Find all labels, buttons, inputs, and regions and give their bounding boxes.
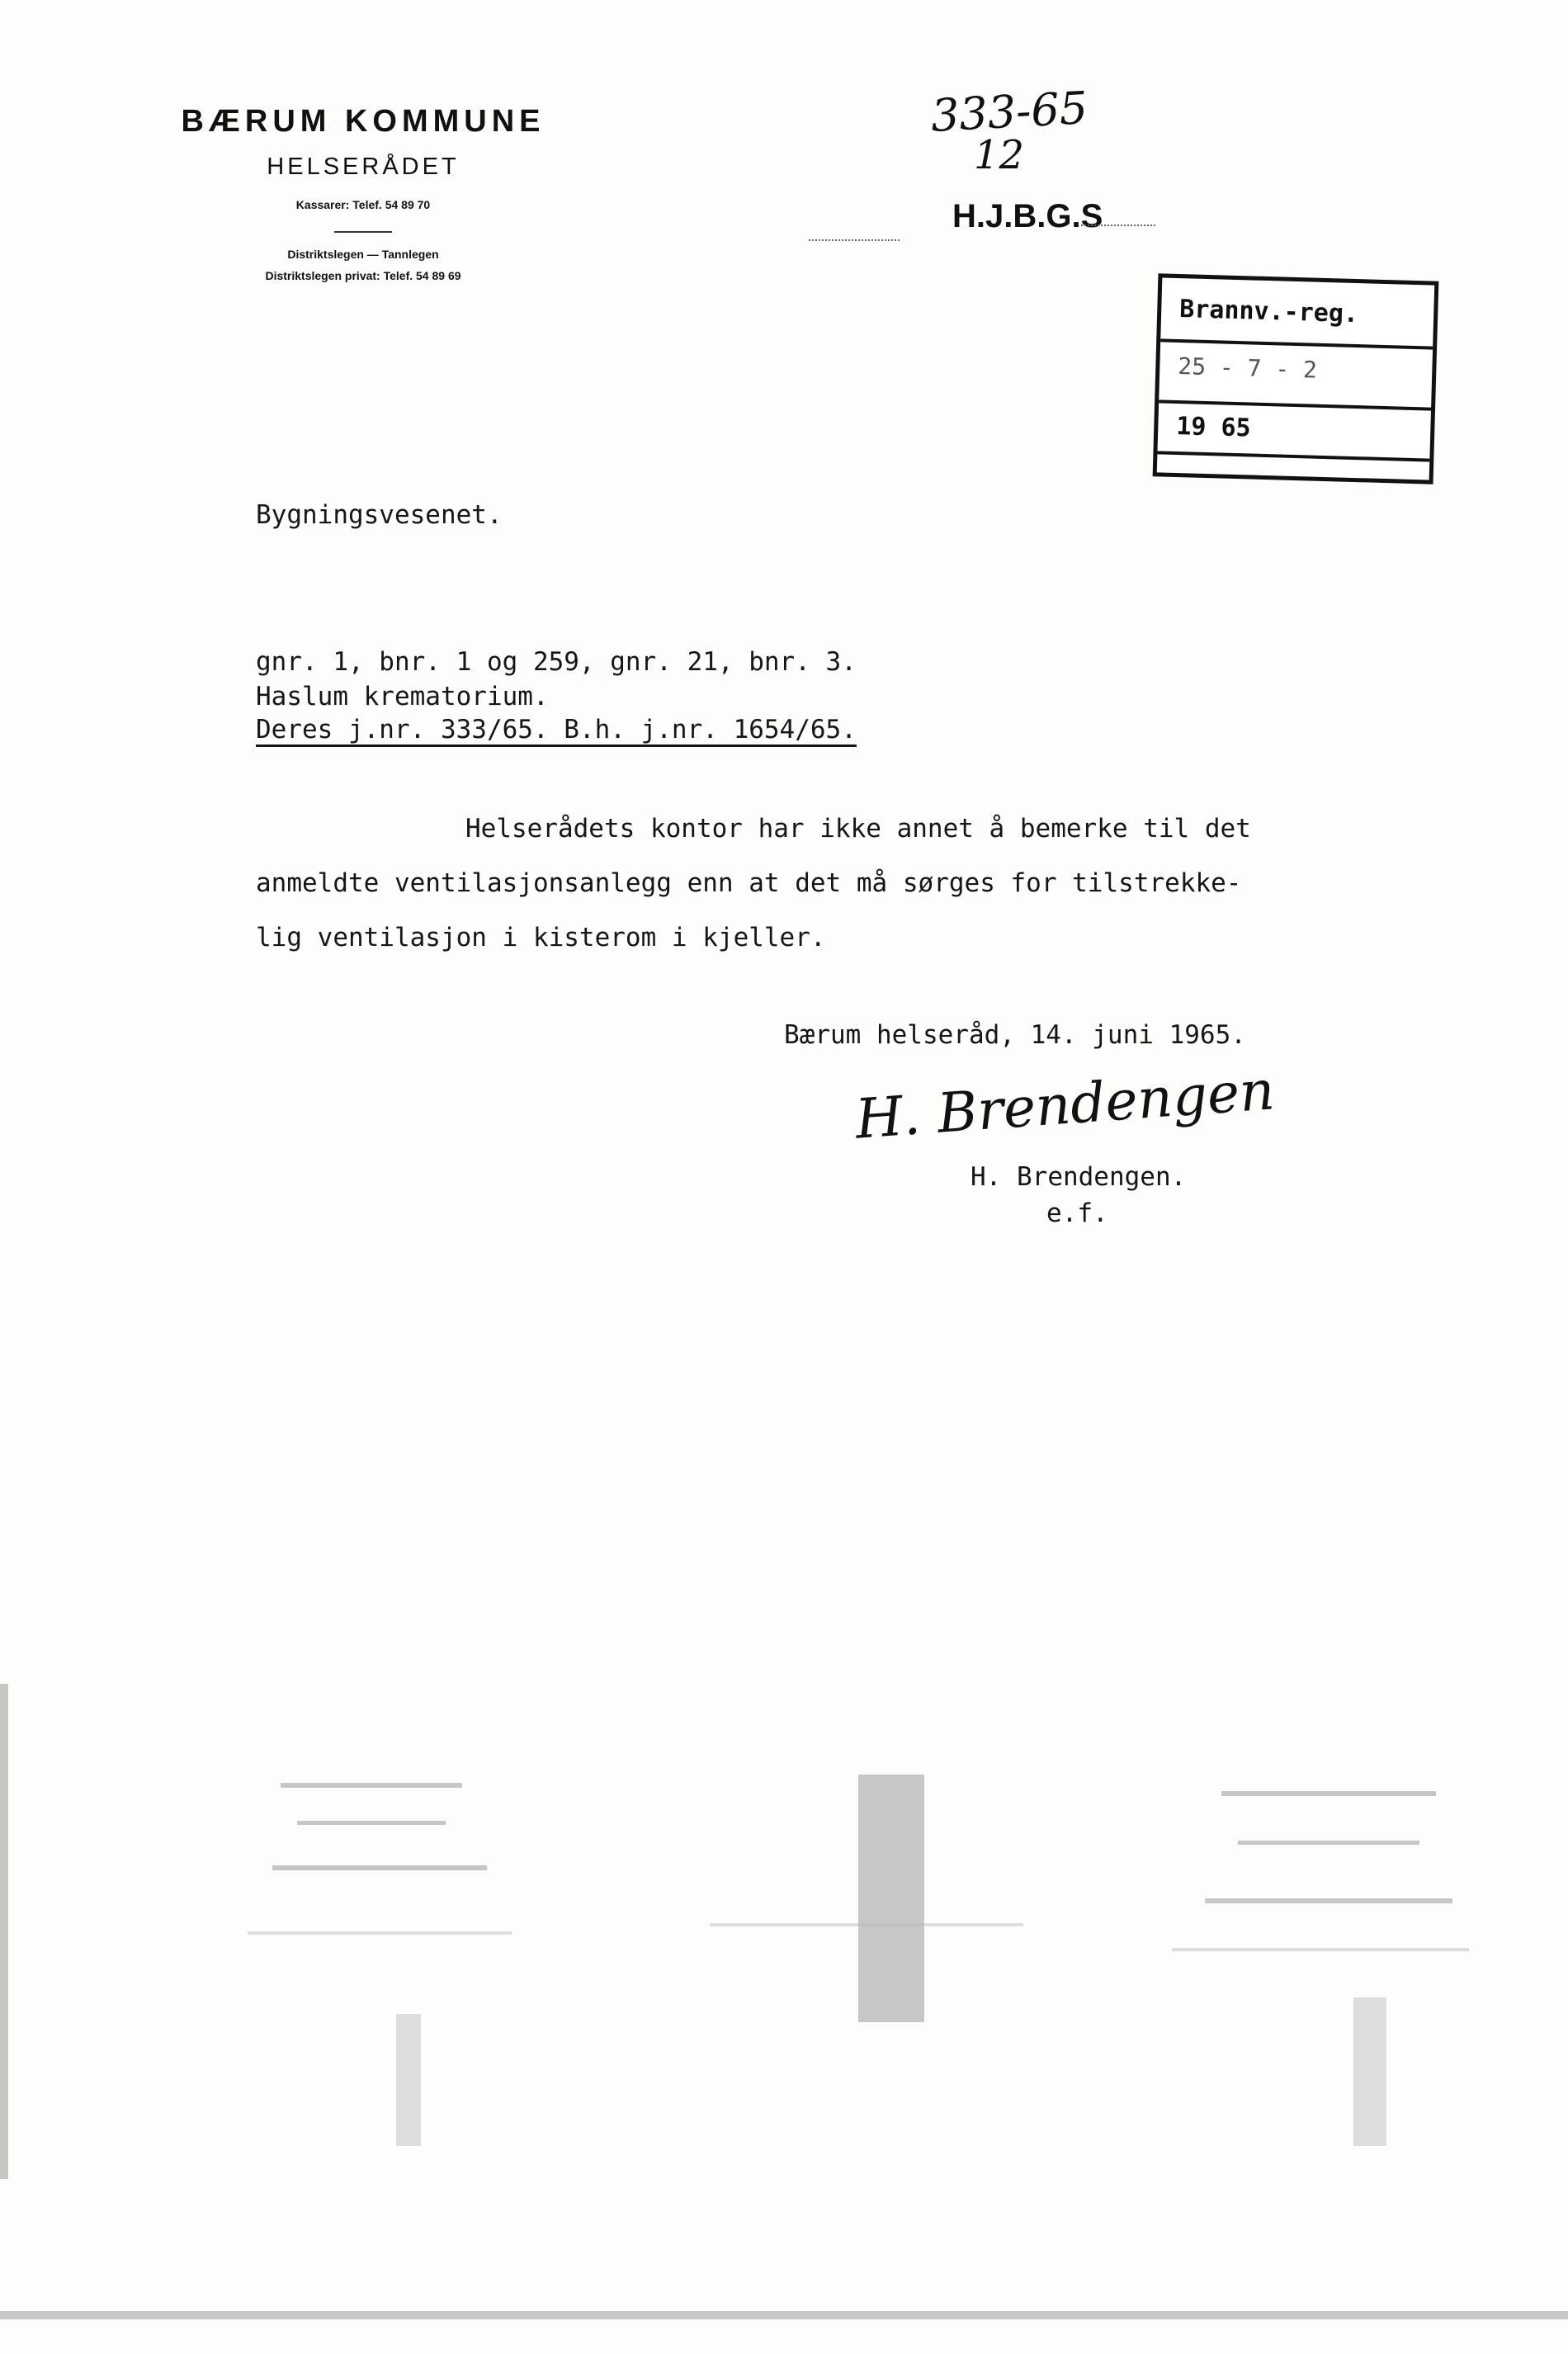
letterhead-line3: Distriktslegen privat: Telef. 54 89 69 <box>265 269 461 282</box>
handwritten-ref-line2: 12 <box>974 132 1025 178</box>
letterhead-divider <box>334 231 392 233</box>
stamp-rule-2 <box>1159 399 1431 410</box>
body-line1: Helserådets kontor har ikke annet å bemerke til det <box>465 814 1251 844</box>
body-line3: lig ventilasjon i kisterom i kjeller. <box>256 923 826 952</box>
place-date: Bærum helseråd, 14. juni 1965. <box>784 1020 1246 1050</box>
body-line2: anmeldte ventilasjonsanlegg enn at det må sørges for tilstrekke- <box>256 868 1242 898</box>
dotted-rule-left <box>809 239 900 241</box>
reference-line3: Deres j.nr. 333/65. B.h. j.nr. 1654/65. <box>256 715 857 744</box>
scan-noise <box>0 1651 1568 2354</box>
handwritten-ref-line3: H.J.B.G.S <box>952 198 1103 234</box>
signature: H. Brendengen <box>852 1058 1277 1151</box>
handwritten-ref-line1: 333-65 <box>929 82 1089 142</box>
reference-line2: Haslum krematorium. <box>256 682 549 711</box>
signer-name: H. Brendengen. <box>971 1162 1187 1192</box>
stamp-date: 25 - 7 - 2 <box>1177 352 1318 384</box>
letterhead-dept: HELSERÅDET <box>267 154 460 180</box>
stamp-year: 19 65 <box>1175 411 1252 443</box>
letterhead-phone: Kassarer: Telef. 54 89 70 <box>295 198 431 211</box>
recipient: Bygningsvesenet. <box>256 500 503 530</box>
stamp-rule-3 <box>1157 451 1429 461</box>
dotted-rule-right <box>1081 225 1155 226</box>
registration-stamp <box>1153 273 1439 484</box>
stamp-title: Brannv.-reg. <box>1178 295 1359 329</box>
stamp-rule-1 <box>1160 338 1433 349</box>
letterhead-line2: Distriktslegen — Tannlegen <box>287 248 439 261</box>
reference-line1: gnr. 1, bnr. 1 og 259, gnr. 21, bnr. 3. <box>256 647 857 677</box>
letterhead-org: BÆRUM KOMMUNE <box>181 104 545 139</box>
signer-title: e.f. <box>1046 1198 1108 1228</box>
